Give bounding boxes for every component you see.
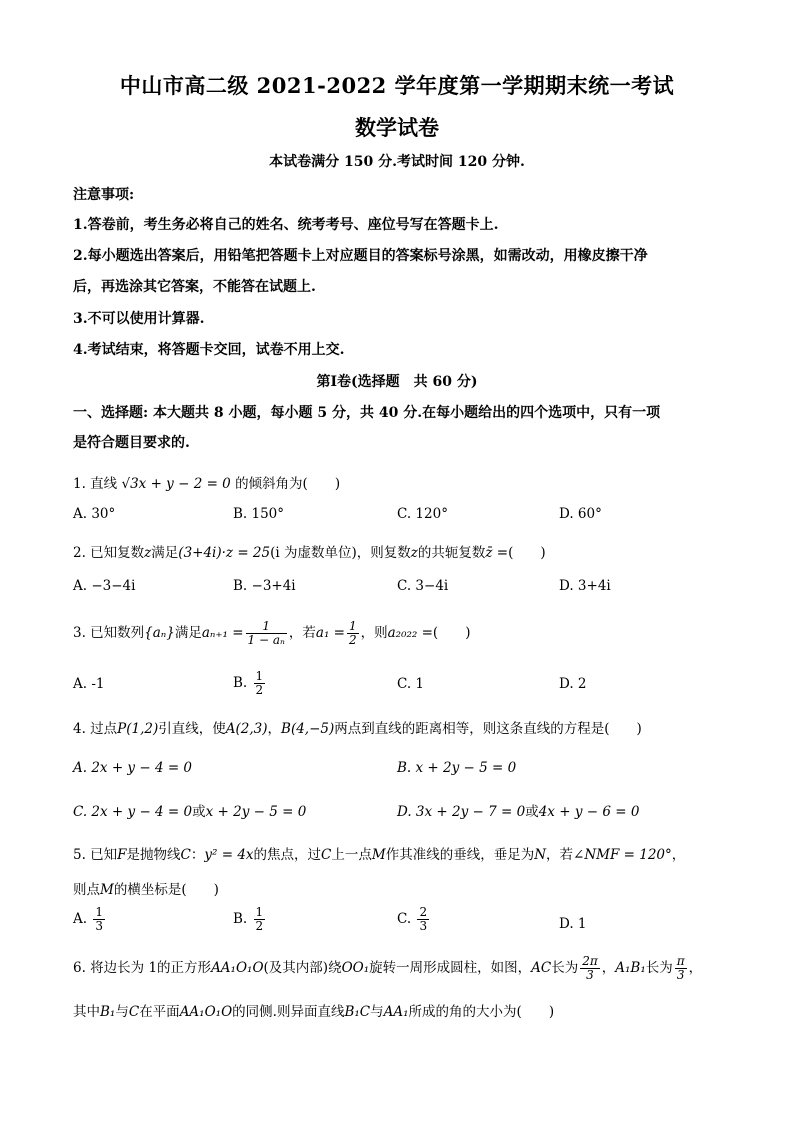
q5-text-3: 的焦点，过 — [253, 847, 322, 863]
q6-point-b1: B₁ — [100, 1004, 116, 1020]
q6-line2-prefix: 其中 — [73, 1004, 100, 1020]
q4-prefix: 4. 过点 — [73, 721, 118, 737]
q4-option-b: B. x + 2y − 5 = 0 — [397, 760, 517, 776]
q5-option-b — [233, 906, 267, 933]
q3-suffix: ( ) — [432, 625, 471, 642]
q3-a1-denominator: 2 — [348, 633, 357, 648]
q1-option-c: C. 120° — [397, 506, 448, 522]
notes-heading: 注意事项: — [73, 187, 135, 203]
q4-option-d — [397, 800, 639, 820]
q5-option-c-numerator: 2 — [419, 905, 428, 919]
q2-text-2: (i 为虚数单位)，则复数 — [270, 545, 411, 561]
q1-option-d: D. 60° — [559, 506, 602, 522]
q5-option-c-label: C. — [397, 911, 412, 928]
note-3: 3.不可以使用计算器. — [73, 311, 205, 327]
note-4: 4.考试结束，将答题卡交回，试卷不用上交. — [73, 342, 345, 358]
note-2-line-1: 2.每小题选出答案后，用铅笔把答题卡上对应题目的答案标号涂黑，如需改动，用橡皮擦干净 — [73, 248, 648, 264]
q4-option-d-or: 或 — [525, 804, 539, 820]
q1-suffix: 的倾斜角为( ) — [235, 476, 341, 492]
q5-option-a-label: A. — [73, 911, 88, 928]
section-heading-line-2: 是符合题目要求的. — [73, 435, 190, 451]
q6-line2-text-2: 的同侧.则异面直线 — [232, 1004, 345, 1020]
q6-point-c: C — [128, 1004, 140, 1020]
q4-text-1: 引直线，使 — [158, 721, 226, 737]
q3-sequence: {aₙ} — [144, 625, 175, 642]
q2-expression: (3+4i)·z = 25 — [178, 545, 271, 561]
q5-option-b-numerator: 1 — [255, 905, 264, 919]
q4-option-c — [73, 800, 306, 820]
q4-point-p: P(1,2) — [117, 721, 159, 737]
q2-text-1: 满足 — [151, 545, 179, 561]
q6-line-b1c: B₁C — [344, 1004, 371, 1020]
q6-arc-ac-length — [580, 955, 600, 982]
exam-title: 中山市高二级 2021-2022 学年度第一学期期末统一考试 — [119, 73, 675, 98]
q5-option-c — [397, 906, 431, 933]
q6-tail: ， — [688, 960, 703, 977]
q3-option-b-denominator: 2 — [255, 683, 264, 698]
q5-text-5: 作其准线的垂线，垂足为 — [385, 847, 535, 863]
q6-arc-a1b1-length — [675, 955, 687, 982]
q3-text-3: ，则 — [360, 625, 388, 642]
q3-text-2: ，若 — [288, 625, 316, 642]
question-6-line-1 — [73, 955, 702, 982]
q1-expression: √3x + y − 2 = 0 — [121, 476, 231, 492]
q4-option-a: A. 2x + y − 4 = 0 — [73, 760, 193, 776]
q2-conjugate: z̄ = — [485, 545, 509, 561]
q6-and: 与 — [115, 1004, 129, 1020]
q6-text-4: ， — [601, 960, 616, 977]
q2-var-z: z — [144, 545, 152, 561]
q6-with: 与 — [370, 1004, 384, 1020]
q5-line2-suffix: 的横坐标是( ) — [113, 882, 219, 898]
q6-prefix: 6. 将边长为 1的正方形 — [73, 960, 212, 977]
q3-a1-numerator: 1 — [348, 619, 357, 633]
q4-option-d-eq1: D. 3x + 2y − 7 = 0 — [397, 804, 526, 820]
q3-option-b — [233, 670, 267, 697]
q2-text-3: 的共轭复数 — [417, 545, 486, 561]
q5-var-m-2: M — [100, 882, 114, 898]
question-5-line-1 — [73, 843, 685, 863]
q4-point-b: B(4,−5) — [281, 721, 335, 737]
exam-subtitle: 数学试卷 — [355, 115, 439, 140]
q4-suffix: 两点到直线的距离相等，则这条直线的方程是( ) — [334, 721, 642, 737]
q2-option-d: D. 3+4i — [559, 578, 611, 594]
q6-arc-a1b1: A₁B₁ — [615, 960, 646, 977]
question-5-line-2 — [73, 878, 219, 898]
q3-a1-fraction — [347, 620, 359, 647]
q6-arc-a1b1-numerator: π — [676, 954, 685, 968]
q6-square: AA₁O₁O — [211, 960, 264, 977]
q4-point-a: A(2,3) — [225, 721, 268, 737]
q6-axis: OO₁ — [341, 960, 370, 977]
q6-text-5: 长为 — [645, 960, 673, 977]
q2-option-b: B. −3+4i — [233, 578, 296, 594]
q3-prefix: 3. 已知数列 — [73, 625, 145, 642]
question-3 — [73, 620, 470, 647]
q6-arc-ac-numerator: 2π — [582, 954, 598, 968]
q4-option-c-or: 或 — [192, 804, 206, 820]
q5-angle: ∠NMF = 120° — [573, 847, 672, 863]
q5-option-b-denominator: 2 — [255, 919, 264, 934]
q4-option-c-eq2: x + 2y − 5 = 0 — [205, 804, 307, 820]
q5-text-6: ，若 — [546, 847, 574, 863]
q3-recurrence-lhs: aₙ₊₁ = — [201, 625, 244, 642]
q2-suffix: ( ) — [508, 545, 546, 561]
q6-text-1: (及其内部)绕 — [263, 960, 342, 977]
note-2-line-2: 后，再选涂其它答案，不能答在试题上. — [73, 279, 316, 295]
part-heading: 第Ⅰ卷(选择题 共 60 分) — [316, 374, 478, 390]
q5-option-b-label: B. — [233, 911, 248, 928]
q5-tail: ， — [671, 847, 686, 863]
q5-option-c-fraction — [417, 906, 429, 933]
q3-text-1: 满足 — [174, 625, 202, 642]
q5-option-a — [73, 906, 107, 933]
question-4 — [73, 717, 642, 737]
q1-option-a: A. 30° — [73, 506, 116, 522]
q6-plane: AA₁O₁O — [179, 1004, 233, 1020]
q5-prefix: 5. 已知 — [73, 847, 118, 863]
note-1: 1.答卷前，考生务必将自己的姓名、统考考号、座位号写在答题卡上. — [73, 217, 499, 233]
q2-option-a: A. −3−4i — [73, 578, 136, 594]
q3-option-b-numerator: 1 — [255, 669, 264, 683]
q5-var-n: N — [534, 847, 547, 863]
q2-prefix: 2. 已知复数 — [73, 545, 145, 561]
q1-option-b: B. 150° — [233, 506, 285, 522]
q6-arc-ac: AC — [531, 960, 552, 977]
q5-line2-prefix: 则点 — [73, 882, 100, 898]
q6-text-2: 旋转一周形成圆柱，如图， — [369, 960, 532, 977]
q3-option-d: D. 2 — [559, 676, 587, 692]
q5-text-1: 是抛物线 — [126, 847, 181, 863]
q6-text-3: 长为 — [551, 960, 579, 977]
q6-line-aa1: AA₁ — [383, 1004, 409, 1020]
q5-option-a-denominator: 3 — [95, 919, 103, 934]
question-6-line-2 — [73, 1000, 554, 1020]
q4-text-2: ， — [267, 721, 282, 737]
q6-arc-ac-denominator: 3 — [586, 968, 594, 983]
section-heading-line-1: 一、选择题: 本大题共 8 小题，每小题 5 分，共 40 分.在每小题给出的四个选项中，只有一项 — [73, 405, 661, 421]
question-1 — [73, 472, 340, 492]
q4-option-c-eq1: C. 2x + y − 4 = 0 — [73, 804, 193, 820]
q5-var-c: C — [180, 847, 191, 863]
q5-text-2: ： — [190, 847, 205, 863]
q5-option-b-fraction — [254, 906, 266, 933]
q3-option-b-label: B. — [233, 675, 248, 692]
q5-option-a-numerator: 1 — [95, 905, 103, 919]
question-2 — [73, 541, 546, 561]
q5-option-c-denominator: 3 — [419, 919, 428, 934]
q3-fraction-denominator: 1 − aₙ — [247, 633, 285, 648]
q3-a2022: a₂₀₂₂ = — [387, 625, 433, 642]
q3-option-a: A. -1 — [73, 676, 105, 692]
q6-arc-a1b1-denominator: 3 — [676, 968, 685, 983]
q6-line2-text-1: 在平面 — [139, 1004, 180, 1020]
q5-option-d: D. 1 — [559, 916, 587, 932]
q5-parabola: y² = 4x — [204, 847, 254, 863]
q1-prefix: 1. 直线 — [73, 476, 118, 492]
q5-option-a-fraction — [93, 906, 105, 933]
q5-text-4: 上一点 — [331, 847, 372, 863]
q4-option-d-eq2: 4x + y − 6 = 0 — [538, 804, 640, 820]
q3-a1: a₁ = — [315, 625, 345, 642]
q5-var-c-2: C — [321, 847, 332, 863]
q2-var-z-2: z — [410, 545, 418, 561]
q5-var-m: M — [371, 847, 386, 863]
q3-fraction-numerator: 1 — [246, 620, 287, 634]
exam-info: 本试卷满分 150 分.考试时间 120 分钟. — [269, 154, 525, 170]
q3-option-b-fraction — [254, 670, 266, 697]
q3-option-c: C. 1 — [397, 676, 425, 692]
q6-line2-suffix: 所成的角的大小为( ) — [408, 1004, 555, 1020]
q3-recurrence-fraction — [246, 620, 287, 647]
q2-option-c: C. 3−4i — [397, 578, 449, 594]
q5-var-f: F — [117, 847, 127, 863]
